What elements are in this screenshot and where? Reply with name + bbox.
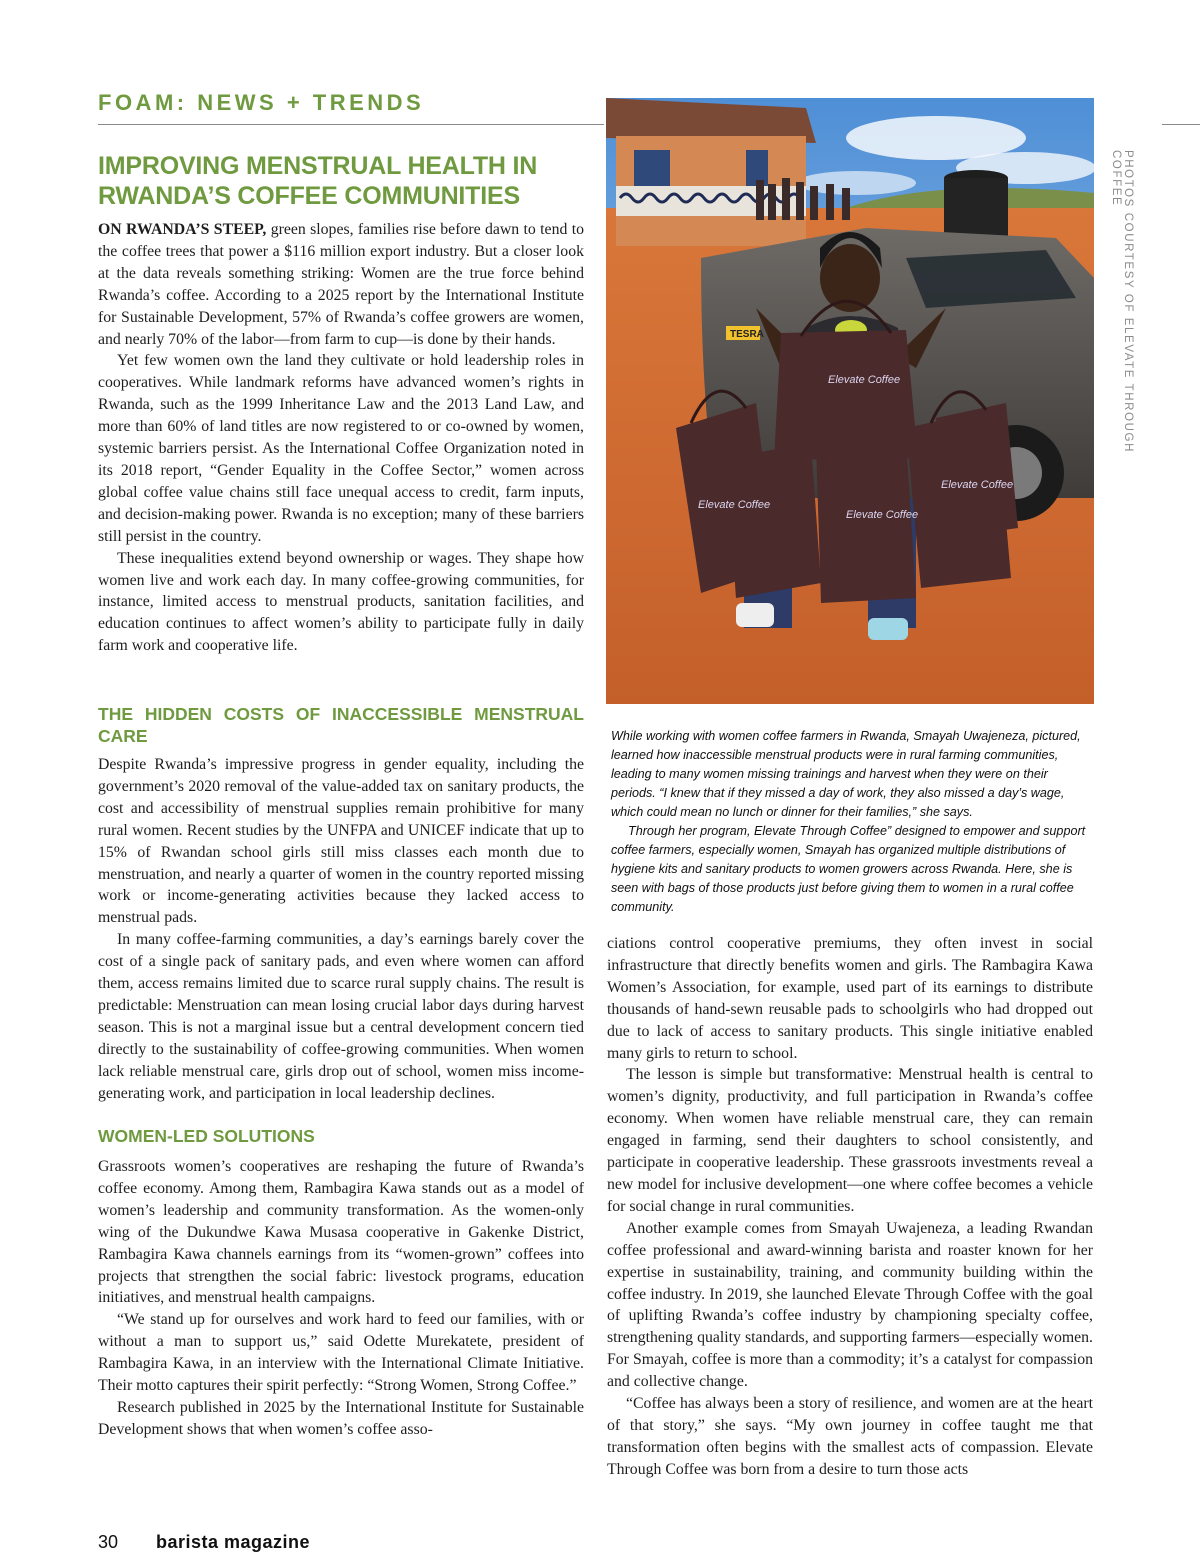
page-number: 30: [98, 1532, 119, 1552]
car-window: [906, 250, 1076, 308]
left-column-bottom: [98, 1125, 584, 1441]
water-tank: [944, 178, 1008, 236]
paragraph-6: Grassroots women’s cooperatives are reshaping the future of Rwanda’s coffee economy. Among them, Rambagira Kawa stands out as a model of women’s leadership and community transformation. As the women-only wing of the Dukundwe Kawa Musasa cooperative in Gakenke District, Rambagira Kawa channels earnings from its “women-grown” coffees into projects that strengthen the social fabric: livestock programs, education initiatives, and menstrual health campaigns.: [98, 1158, 584, 1307]
left-column-middle: [98, 703, 584, 1105]
svg-text:Elevate Coffee: Elevate Coffee: [698, 499, 771, 511]
lead-in: ON RWANDA’S STEEP,: [98, 221, 267, 238]
shoe-left: [736, 603, 774, 627]
header-rule: [98, 124, 604, 125]
paragraph-5: In many coffee-farming communities, a day’s earnings barely cover the cost of a single pack of sanitary pads, and even where women can afford them, access remains limited due to scarce rural supply chains. The result is predictable: Menstruation can mean losing crucial labor days during harvest season. This is not a marginal issue but a central development concern tied directly to the sustainability of coffee-growing communities. When women lack reliable menstrual care, girls drop out of school, women miss income-generating work, and participation in local leadership declines.: [98, 931, 584, 1102]
photo-caption: [611, 727, 1093, 917]
svg-text:Elevate Coffee: Elevate Coffee: [941, 479, 1014, 491]
subhead-hidden-costs: THE HIDDEN COSTS OF INACCESSIBLE MENSTRUAL CARE: [98, 704, 584, 746]
article-headline: [98, 151, 598, 211]
svg-text:Elevate Coffee: Elevate Coffee: [828, 374, 901, 386]
left-column-top: [98, 219, 584, 657]
subhead-women-led: WOMEN-LED SOLUTIONS: [98, 1126, 315, 1146]
article-photo: [606, 98, 1094, 704]
paragraph-4: Despite Rwanda’s impressive progress in gender equality, including the government’s 2020 removal of the value-added tax on sanitary products, the cost and accessibility of menstrual supplies remain prohibitive for many rural women. Recent studies by the UNFPA and UNICEF indicate that up to 15% of Rwandan school girls still miss classes each month due to menstruation, and nearly a quarter of women in the country reported missing work or income-generating activities because they lacked access to menstrual pads.: [98, 756, 584, 927]
right-column: [607, 933, 1093, 1481]
caption-paragraph-1: While working with women coffee farmers in Rwanda, Smayah Uwajeneza, pictured, learned how inaccessible menstrual products were in rural farming communities, leading to many women missing trainings and harvest when they were on their periods. “I knew that if they missed a day of work, they also missed a day’s wage, which could mean no lunch or dinner for their families,” she says.: [611, 729, 1081, 819]
header-rule-right: [1162, 124, 1200, 125]
paragraph-10: The lesson is simple but transformative: Menstrual health is central to women’s dignity, productivity, and full participation in Rwanda’s coffee economy. When women have reliable menstrual care, they can remain engaged in farming, send their daughters to school consistently, and participate in cooperative leadership. These grassroots investments reveal a new model for inclusive development—one where coffee becomes a vehicle for social change in rural communities.: [607, 1066, 1093, 1215]
photo-illustration: [606, 98, 1094, 704]
svg-text:Elevate Coffee: Elevate Coffee: [846, 509, 919, 521]
paragraph-3: These inequalities extend beyond ownership or wages. They shape how women live and work each day. In many coffee-growing communities, for instance, limited access to menstrual products, sanitation facilities, and education continues to affect women’s ability to participate fully in daily farm work and cooperative life.: [98, 549, 584, 655]
photo-credit: PHOTOS COURTESY OF ELEVATE THROUGH COFFEE: [1110, 150, 1134, 453]
headline-line-2: RWANDA’S COFFEE COMMUNITIES: [98, 182, 520, 210]
paragraph-9: ciations control cooperative premiums, they often invest in social infrastructure that directly benefits women and girls. The Rambagira Kawa Women’s Association, for example, used part of its earnings to distribute thousands of hand-sewn reusable pads to schoolgirls who had dropped out due to lack of access to sanitary products. This single initiative enabled many girls to return to school.: [607, 935, 1093, 1062]
paragraph-2: Yet few women own the land they cultivate or hold leadership roles in cooperatives. While landmark reforms have advanced women’s rights in Rwanda, such as the 1999 Inheritance Law and the 2013 Land Law, and more than 60% of land titles are now registered to or co-owned by women, systemic barriers persist. As the International Coffee Organization noted in its 2018 report, “Gender Equality in the Coffee Sector,” women across global coffee value chains still face unequal access to credit, farm inputs, and decision-making power. Rwanda is no exception; many of these barriers still persist in the country.: [98, 352, 584, 545]
paragraph-7: “We stand up for ourselves and work hard to feed our families, with or without a man to support us,” said Odette Murekatete, president of Rambagira Kawa, in an interview with the International Climate Initiative. Their motto captures their spirit perfectly: “Strong Women, Strong Coffee.”: [98, 1311, 584, 1395]
building-window: [634, 150, 670, 188]
paragraph-1-text: green slopes, families rise before dawn to tend to the coffee trees that power a $116 million export industry. But a closer look at the data reveals something striking: Women are the true force behind Rwanda’s coffee. According to a 2025 report by the International Institute for Sustainable Development, 57% of Rwanda’s coffee growers are women, and nearly 70% of the labor—from farm to cup—is done by their hands.: [98, 221, 584, 348]
paragraph-1: [98, 219, 584, 350]
license-plate-text: TESRA: [730, 329, 764, 340]
section-label: FOAM: NEWS + TRENDS: [98, 90, 425, 115]
caption-paragraph-2: Through her program, Elevate Through Coffee” designed to empower and support coffee farmers, especially women, Smayah has organized multiple distributions of hygiene kits and sanitary products to women growers across Rwanda. Here, she is seen with bags of those products just before giving them to women in a rural coffee community.: [611, 824, 1086, 914]
paragraph-12: “Coffee has always been a story of resilience, and women are at the heart of that story,” she says. “My own journey in coffee taught me that transformation often begins with the smallest acts of compassion. Elevate Through Coffee was born from a desire to turn those acts: [607, 1395, 1093, 1478]
paragraph-8: Research published in 2025 by the International Institute for Sustainable Development shows that when women’s coffee asso-: [98, 1398, 584, 1438]
shoe-right: [868, 618, 908, 640]
magazine-name: barista magazine: [156, 1532, 311, 1552]
paragraph-11: Another example comes from Smayah Uwajeneza, a leading Rwandan coffee professional and award-winning barista and roaster known for her expertise in sustainability, training, and community building within the coffee industry. In 2019, she launched Elevate Through Coffee with the goal of uplifting Rwanda’s coffee industry by championing specialty coffee, strengthening quality standards, and supporting farmers—especially women. For Smayah, coffee is more than a commodity; it’s a catalyst for compassion and collective change.: [607, 1219, 1093, 1391]
headline-line-1: IMPROVING MENSTRUAL HEALTH IN: [98, 152, 538, 180]
